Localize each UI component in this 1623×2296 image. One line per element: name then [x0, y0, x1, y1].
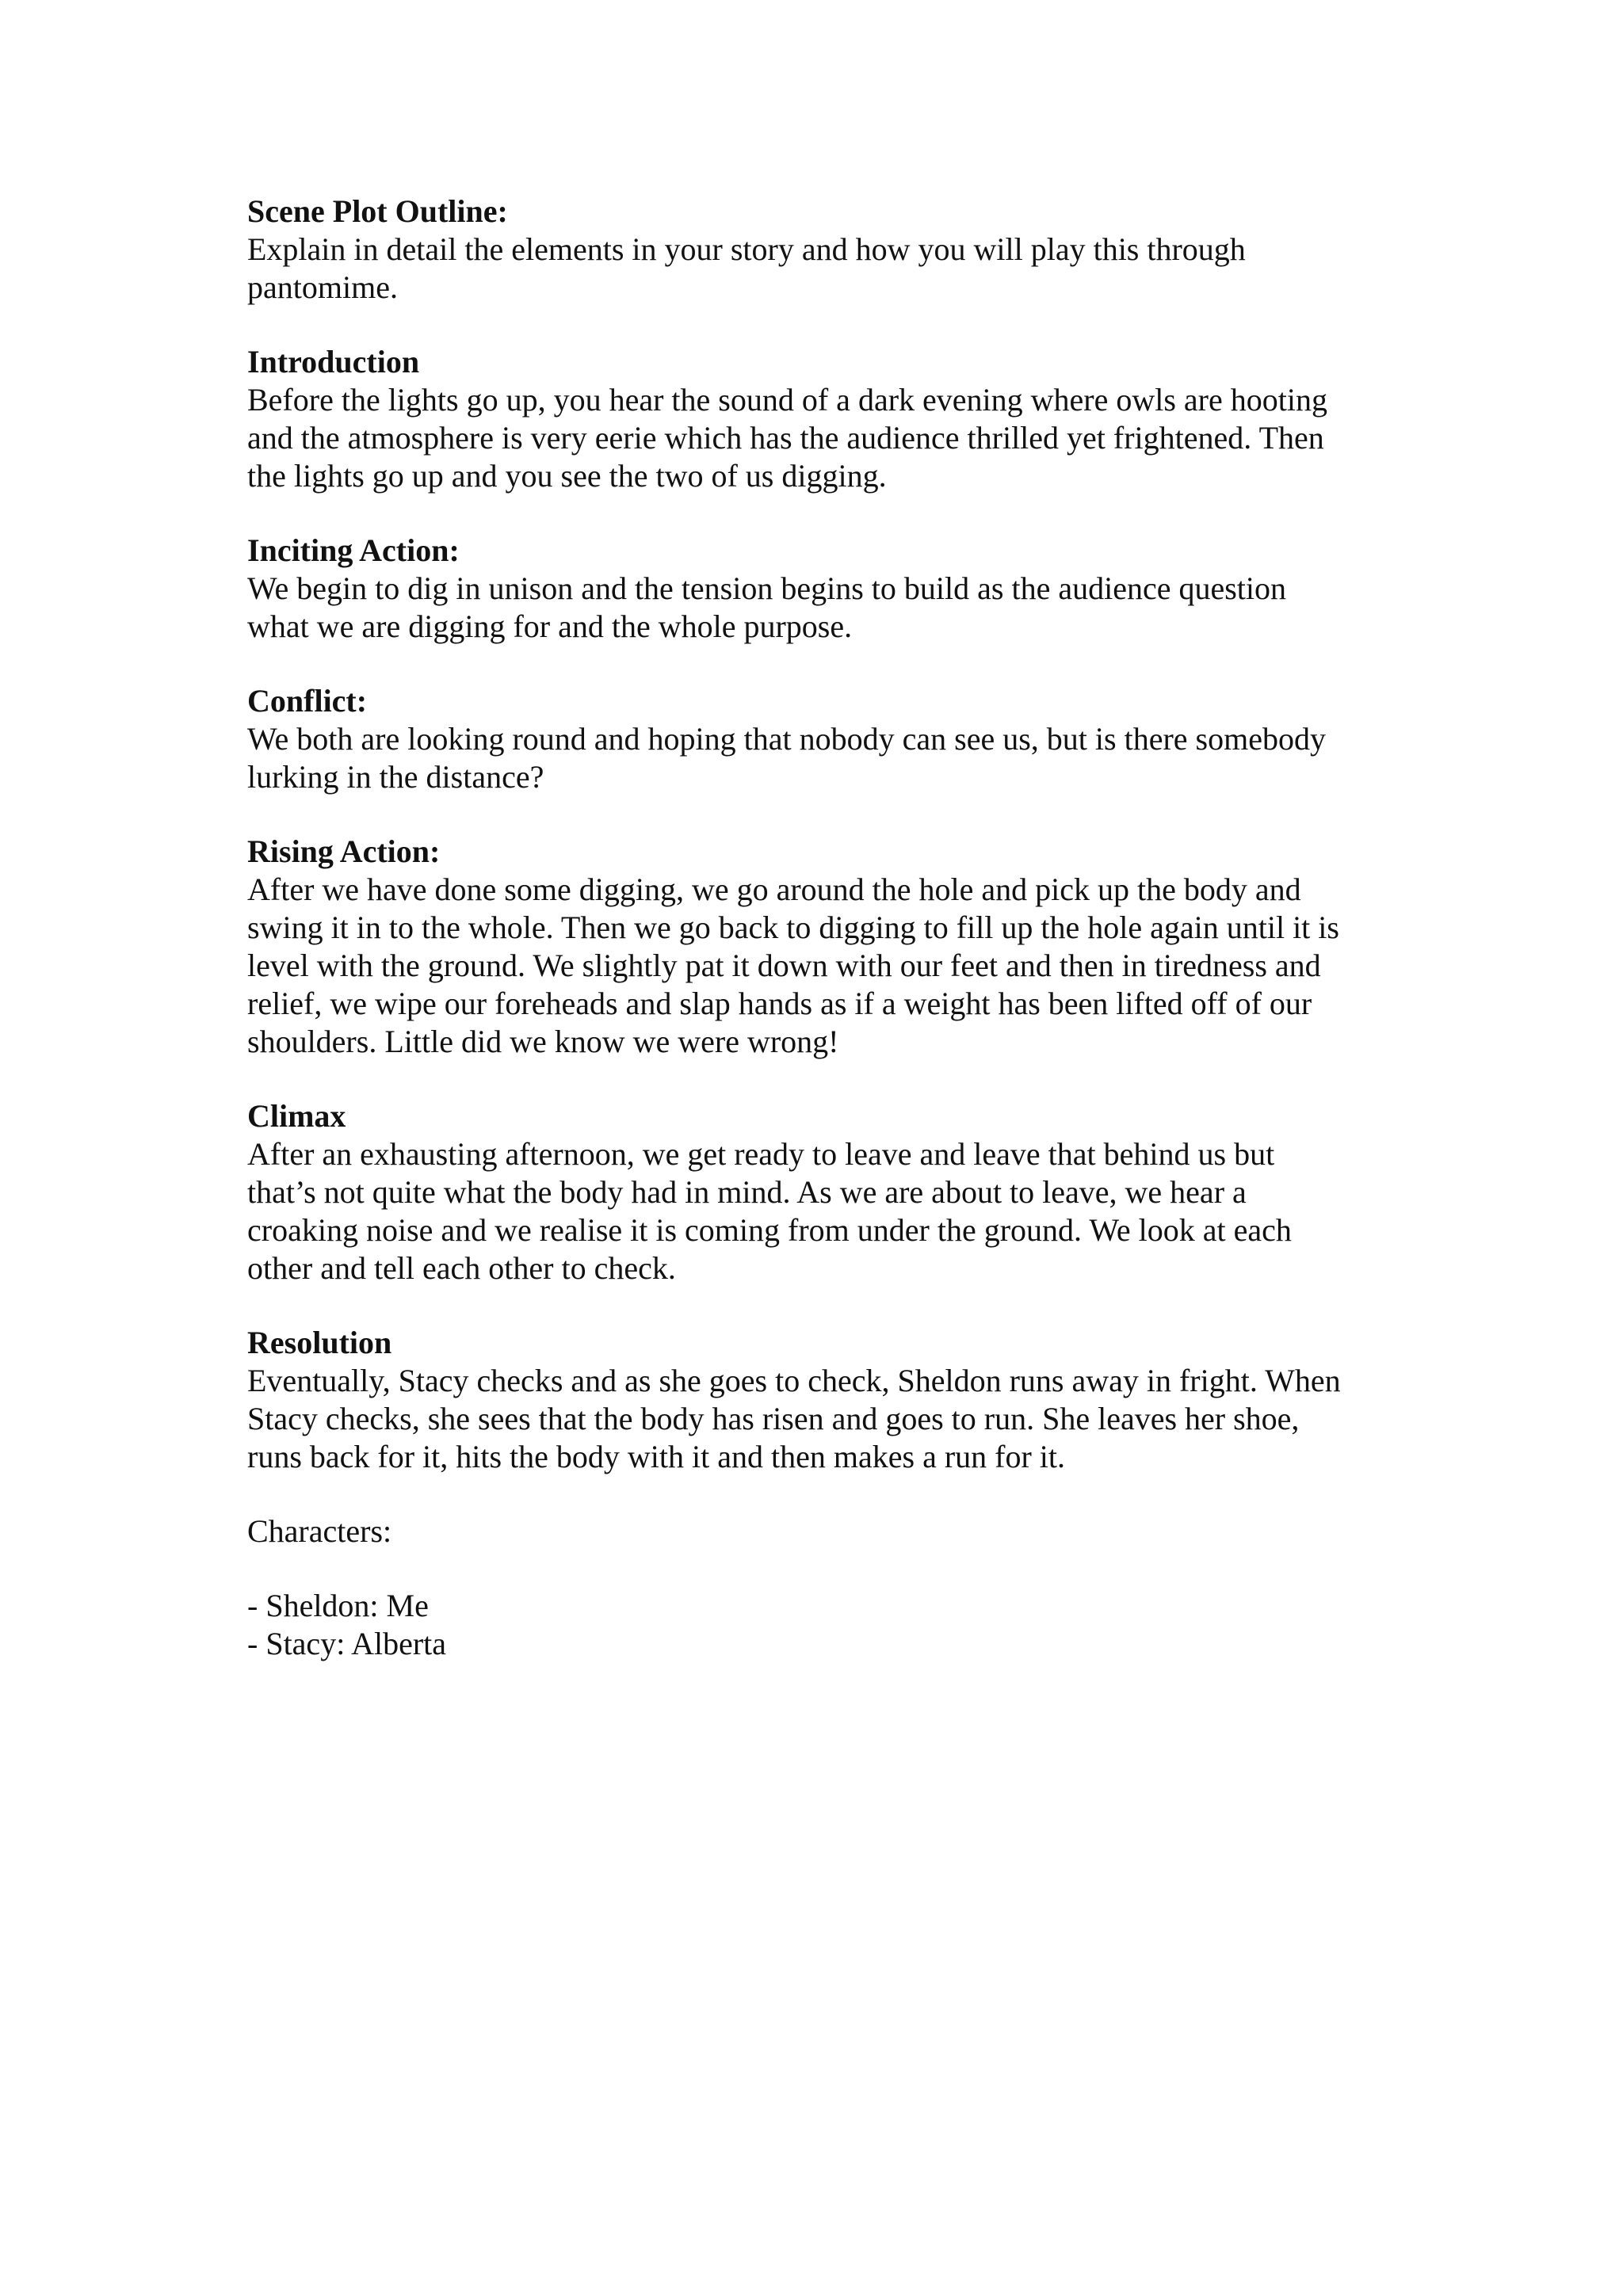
- document-page: [247, 193, 1396, 1663]
- section-line: that’s not quite what the body had in mind. As we are about to leave, we hear a: [247, 1174, 1247, 1210]
- section-line: relief, we wipe our foreheads and slap hands as if a weight has been lifted off of our: [247, 986, 1312, 1021]
- section-line: Eventually, Stacy checks and as she goes to check, Sheldon runs away in fright. When: [247, 1363, 1341, 1398]
- section-rising-action: [247, 833, 1396, 1061]
- section-heading: Inciting Action:: [247, 532, 460, 568]
- section-resolution: [247, 1324, 1396, 1476]
- section-conflict: [247, 682, 1396, 796]
- characters-label: Characters:: [247, 1513, 392, 1549]
- section-introduction: [247, 343, 1396, 495]
- section-line: and the atmosphere is very eerie which has the audience thrilled yet frightened. Then: [247, 420, 1324, 456]
- section-line: We both are looking round and hoping that nobody can see us, but is there somebody: [247, 721, 1326, 757]
- section-line: Stacy checks, she sees that the body has risen and goes to run. She leaves her shoe,: [247, 1401, 1300, 1436]
- section-inciting-action: [247, 532, 1396, 646]
- section-line: Before the lights go up, you hear the sound of a dark evening where owls are hooting: [247, 382, 1327, 418]
- section-line: level with the ground. We slightly pat it down with our feet and then in tiredness and: [247, 948, 1321, 983]
- section-heading: Conflict:: [247, 683, 368, 719]
- character-item: - Stacy: Alberta: [247, 1626, 447, 1661]
- title-block: [247, 193, 1396, 307]
- section-line: what we are digging for and the whole purpose.: [247, 608, 853, 644]
- section-heading: Introduction: [247, 344, 420, 379]
- intro-line: pantomime.: [247, 269, 398, 305]
- section-line: lurking in the distance?: [247, 759, 544, 795]
- section-line: swing it in to the whole. Then we go back to digging to fill up the hole again until it is: [247, 910, 1339, 945]
- document-title: Scene Plot Outline:: [247, 193, 508, 229]
- section-heading: Rising Action:: [247, 833, 441, 869]
- section-line: We begin to dig in unison and the tension begins to build as the audience question: [247, 570, 1286, 606]
- characters-list: [247, 1587, 1396, 1663]
- section-climax: [247, 1097, 1396, 1287]
- section-line: shoulders. Little did we know we were wrong!: [247, 1024, 839, 1059]
- intro-line: Explain in detail the elements in your story and how you will play this through: [247, 231, 1246, 267]
- section-line: After an exhausting afternoon, we get ready to leave and leave that behind us but: [247, 1136, 1275, 1172]
- section-line: After we have done some digging, we go around the hole and pick up the body and: [247, 871, 1301, 907]
- section-line: runs back for it, hits the body with it and then makes a run for it.: [247, 1439, 1066, 1474]
- section-line: croaking noise and we realise it is coming from under the ground. We look at each: [247, 1212, 1292, 1248]
- section-line: other and tell each other to check.: [247, 1250, 676, 1286]
- section-heading: Resolution: [247, 1325, 392, 1360]
- section-line: the lights go up and you see the two of us digging.: [247, 458, 887, 494]
- section-heading: Climax: [247, 1098, 346, 1134]
- character-item: - Sheldon: Me: [247, 1588, 429, 1623]
